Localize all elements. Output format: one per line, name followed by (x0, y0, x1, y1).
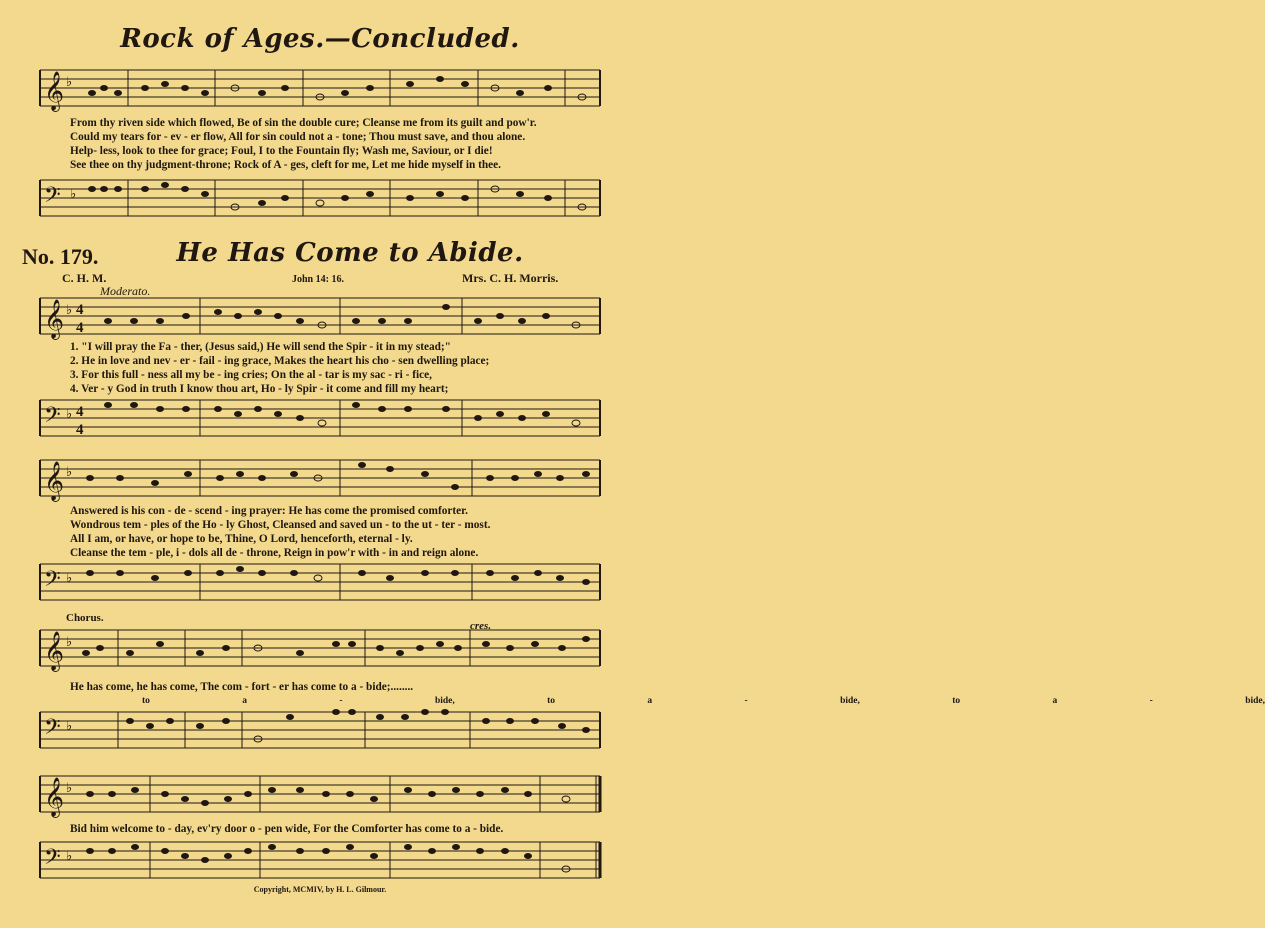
bass-staff-system1 (0, 176, 640, 222)
svg-text:♭: ♭ (66, 718, 73, 733)
hymn-title-rock-of-ages: Rock of Ages.—Concluded. (120, 24, 520, 54)
svg-text:♭: ♭ (70, 186, 77, 201)
hymn-number: No. 179. (22, 244, 99, 269)
verse-2-line-a: 2. He in love and nev - er - fail - ing grace, Makes the heart his cho - sen dwelling place; (70, 355, 490, 367)
svg-text:♭: ♭ (66, 74, 73, 89)
svg-text:𝄞: 𝄞 (44, 301, 65, 338)
verse-1-line-a: 1. "I will pray the Fa - ther, (Jesus said,) He will send the Spir - it in my stead;" (70, 341, 451, 353)
tempo-marking: Moderato. (100, 284, 151, 298)
svg-text:♭: ♭ (66, 780, 73, 795)
treble-staff-final (0, 772, 640, 818)
chorus-echo-line: to a - bide, to a - bide, to a - bide, (142, 696, 1265, 706)
svg-text:♭: ♭ (66, 464, 73, 479)
hymn-title-he-has-come: He Has Come to Abide. (176, 238, 524, 268)
svg-text:♭: ♭ (66, 848, 73, 863)
treble-staff-system2 (0, 294, 640, 340)
verse-4-line-a: 4. Ver - y God in truth I know thou art, Ho - ly Spir - it come and fill my heart; (70, 383, 449, 395)
svg-text:𝄞: 𝄞 (44, 463, 65, 500)
bass-staff-system3 (0, 560, 640, 606)
crescendo-marking: cres. (470, 620, 492, 632)
composer-name: Mrs. C. H. Morris. (462, 271, 559, 285)
treble-staff-system3 (0, 456, 640, 502)
verse-line-3: Help- less, look to thee for grace; Foul, I to the Fountain fly; Wash me, Saviour, or I die! (70, 145, 493, 157)
verse-line-2: Could my tears for - ev - er flow, All for sin could not a - tone; Thou must save, and thou alone. (70, 131, 526, 143)
scripture-reference: John 14: 16. (292, 274, 344, 285)
verse-line-1: From thy riven side which flowed, Be of sin the double cure; Cleanse me from its guilt and pow'r. (70, 117, 537, 129)
chorus-label: Chorus. (66, 612, 104, 624)
svg-text:𝄢: 𝄢 (44, 715, 61, 744)
svg-text:4: 4 (76, 422, 84, 438)
svg-text:𝄞: 𝄞 (44, 73, 65, 110)
treble-staff-chorus (0, 626, 640, 672)
bass-staff-final (0, 838, 640, 884)
verse-line-4: See thee on thy judgment-throne; Rock of A - ges, cleft for me, Let me hide myself in thee. (70, 159, 501, 171)
svg-text:𝄞: 𝄞 (44, 633, 65, 670)
svg-text:𝄢: 𝄢 (44, 183, 61, 212)
svg-text:♭: ♭ (66, 406, 73, 421)
verse-2-line-b: Wondrous tem - ples of the Ho - ly Ghost, Cleansed and saved un - to the ut - ter - most. (70, 519, 491, 531)
verse-4-line-b: Cleanse the tem - ple, i - dols all de - throne, Reign in pow'r with - in and reign alone. (70, 547, 479, 559)
copyright-notice: Copyright, MCMIV, by H. L. Gilmour. (253, 885, 387, 894)
svg-text:𝄢: 𝄢 (44, 403, 61, 432)
composer-initials: C. H. M. (62, 271, 107, 285)
bass-staff-system2 (0, 396, 640, 442)
svg-text:♭: ♭ (66, 302, 73, 317)
svg-text:4: 4 (76, 320, 84, 336)
svg-text:4: 4 (76, 302, 84, 318)
bass-staff-chorus (0, 708, 640, 754)
svg-text:𝄞: 𝄞 (44, 779, 65, 816)
verse-3-line-b: All I am, or have, or hope to be, Thine, O Lord, henceforth, eternal - ly. (70, 533, 413, 545)
svg-text:♭: ♭ (66, 570, 73, 585)
chorus-line-1: He has come, he has come, The com - fort - er has come to a - bide;........ (70, 681, 414, 693)
verse-3-line-a: 3. For this full - ness all my be - ing cries; On the al - tar is my sac - ri - fice, (70, 369, 432, 381)
svg-text:4: 4 (76, 404, 84, 420)
svg-text:♭: ♭ (66, 634, 73, 649)
treble-staff-system1 (0, 66, 640, 112)
verse-1-line-b: Answered is his con - de - scend - ing prayer: He has come the promised comforter. (70, 505, 468, 517)
chorus-line-2: Bid him welcome to - day, ev'ry door o - pen wide, For the Comforter has come to a - bide. (70, 823, 504, 835)
svg-text:𝄢: 𝄢 (44, 567, 61, 596)
svg-text:𝄢: 𝄢 (44, 845, 61, 874)
